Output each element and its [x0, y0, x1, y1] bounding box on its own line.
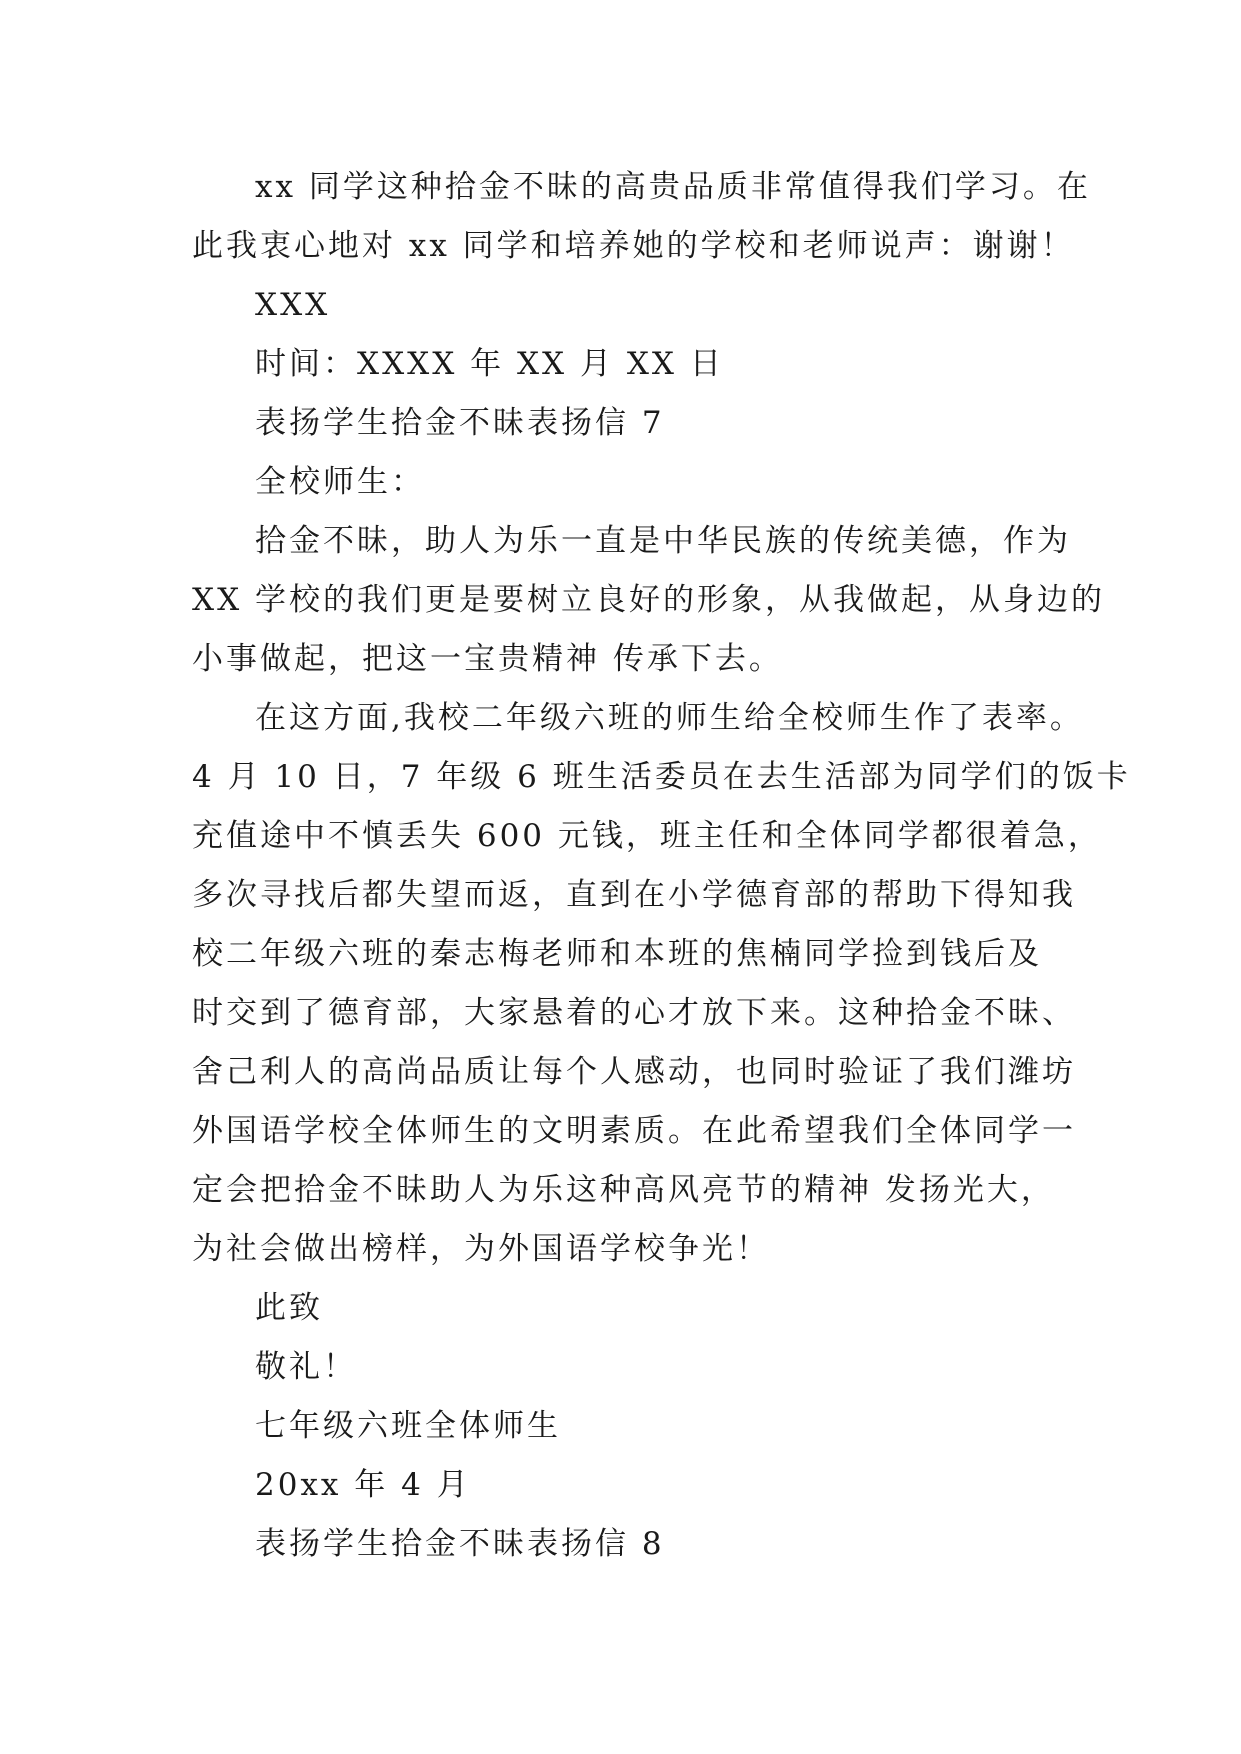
paragraph-line: 多次寻找后都失望而返，直到在小学德育部的帮助下得知我: [192, 877, 1076, 913]
paragraph-line: 校二年级六班的秦志梅老师和本班的焦楠同学捡到钱后及: [192, 936, 1042, 972]
section-title: 表扬学生拾金不昧表扬信 7: [255, 405, 665, 441]
paragraph-line: 此我衷心地对 xx 同学和培养她的学校和老师说声：谢谢！: [192, 228, 1075, 264]
paragraph-line: 小事做起，把这一宝贵精神 传承下去。: [192, 641, 783, 677]
paragraph-line: 为社会做出榜样，为外国语学校争光！: [192, 1231, 770, 1267]
paragraph-line: 定会把拾金不昧助人为乐这种高风亮节的精神 发扬光大，: [192, 1172, 1055, 1208]
paragraph-line: XX 学校的我们更是要树立良好的形象，从我做起，从身边的: [192, 582, 1105, 618]
paragraph-line: 外国语学校全体师生的文明素质。在此希望我们全体同学一: [192, 1113, 1076, 1149]
closing-line: 敬礼！: [255, 1349, 357, 1385]
paragraph-line: 在这方面,我校二年级六班的师生给全校师生作了表率。: [255, 700, 1084, 736]
paragraph-line: 拾金不昧，助人为乐一直是中华民族的传统美德，作为: [255, 523, 1071, 559]
closing-line: 此致: [255, 1290, 323, 1326]
signature-name: 七年级六班全体师生: [255, 1408, 561, 1444]
paragraph-line: xx 同学这种拾金不昧的高贵品质非常值得我们学习。在: [255, 169, 1091, 205]
paragraph-line: 4 月 10 日，7 年级 6 班生活委员在去生活部为同学们的饭卡: [192, 759, 1131, 795]
date-line: 20xx 年 4 月: [255, 1467, 471, 1503]
paragraph-line: 充值途中不慎丢失 600 元钱，班主任和全体同学都很着急，: [192, 818, 1102, 854]
section-title: 表扬学生拾金不昧表扬信 8: [255, 1526, 665, 1562]
paragraph-line: 时交到了德育部，大家悬着的心才放下来。这种拾金不昧、: [192, 995, 1076, 1031]
signature-name: XXX: [255, 287, 331, 323]
paragraph-line: 舍己利人的高尚品质让每个人感动，也同时验证了我们潍坊: [192, 1054, 1076, 1090]
salutation: 全校师生：: [255, 464, 425, 500]
date-line: 时间：XXXX 年 XX 月 XX 日: [255, 346, 724, 382]
